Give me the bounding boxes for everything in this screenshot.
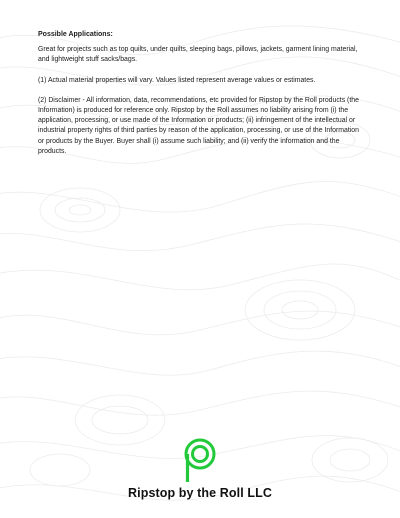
company-name: Ripstop by the Roll LLC: [128, 486, 272, 500]
section-heading: Possible Applications:: [38, 31, 113, 38]
applications-paragraph: Great for projects such as top quilts, under quilts, sleeping bags, pillows, jackets, garment lining material, and lightweight stuff sacks/bags.: [38, 46, 358, 64]
rbtr-logo-icon: [183, 438, 217, 484]
footer: [0, 438, 400, 500]
note-1-paragraph: (1) Actual material properties will vary. Values listed represent average values or estimates.: [38, 76, 316, 84]
document-body: [38, 30, 364, 167]
disclaimer-paragraph: (2) Disclaimer - All information, data, recommendations, etc provided for Ripstop by the Roll products (the Information) is produced for reference only. Ripstop by the Roll assumes no liability arising from (i) the application, processing, or use made of the Information or products; (ii) infringement of the intellectual or industrial property rights of third parties by reason of the application, processing, or use of the Information or products by the Buyer. Buyer shall (i) assume such liability; and (ii) verify the information and the products.: [38, 96, 359, 155]
